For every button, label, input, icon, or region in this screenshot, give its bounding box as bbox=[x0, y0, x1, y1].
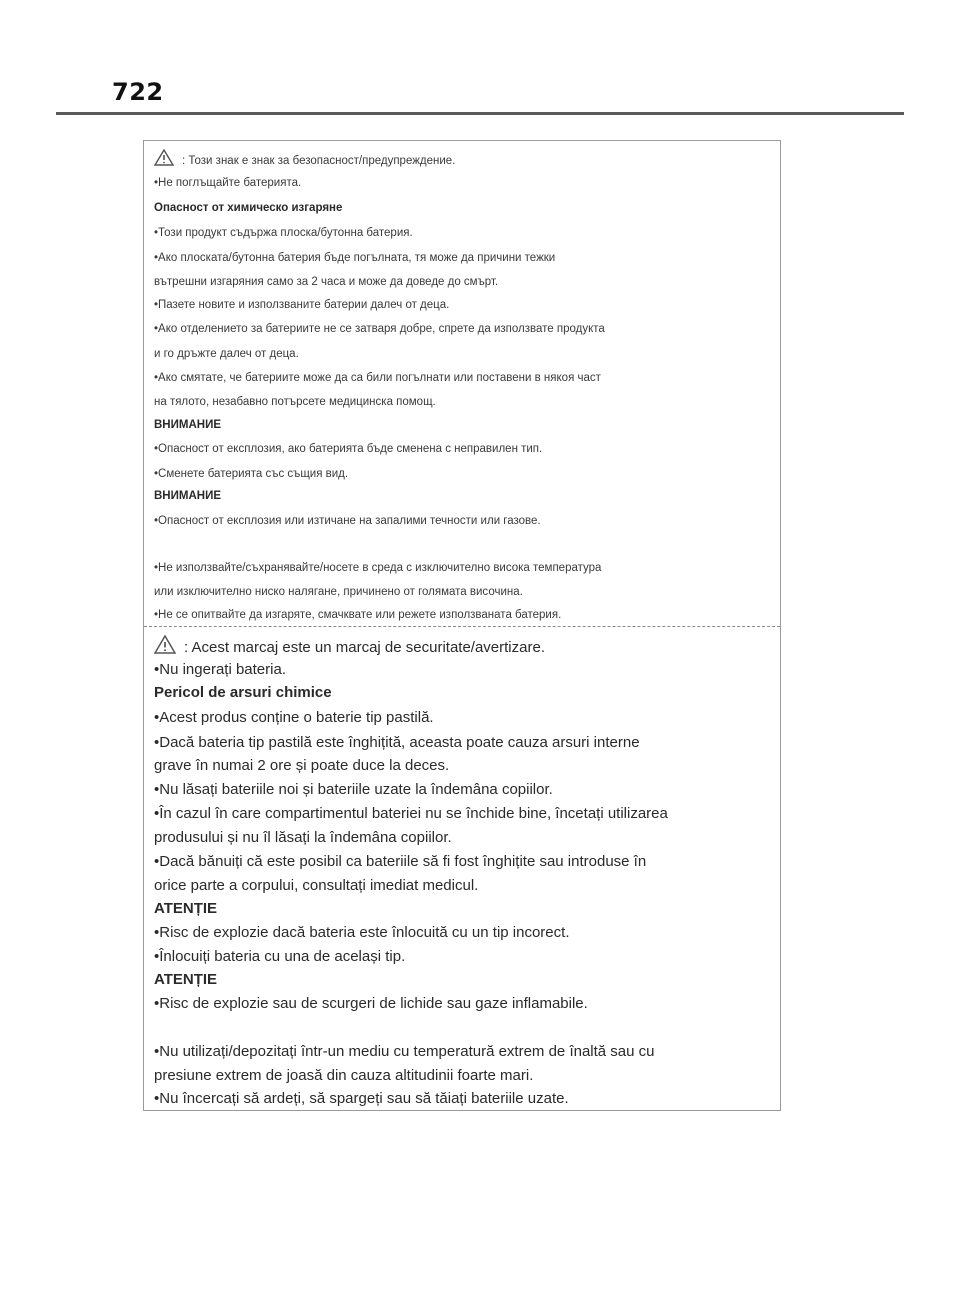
bg-line: •Не използвайте/съхранявайте/носете в среда с изключително висока температура bbox=[154, 562, 602, 574]
ro-line: •Înlocuiți bateria cu una de același tip. bbox=[154, 948, 406, 965]
ro-line: •Nu lăsați bateriile noi și bateriile uzate la îndemâna copiilor. bbox=[154, 781, 553, 798]
page-number: 722 bbox=[112, 78, 164, 106]
bg-line: •Ако смятате, че батериите може да са били погълнати или поставени в някоя част bbox=[154, 372, 601, 384]
bg-warning-intro-text: : Този знак е знак за безопасност/предупреждение. bbox=[182, 155, 456, 167]
ro-heading: Pericol de arsuri chimice bbox=[154, 684, 332, 701]
ro-heading: ATENȚIE bbox=[154, 900, 218, 917]
ro-line: •Nu încercați să ardeți, să spargeți sau să tăiați bateriile uzate. bbox=[154, 1090, 569, 1107]
bulgarian-section bbox=[144, 141, 780, 626]
bg-line: •Ако плоската/бутонна батерия бъде погълната, тя може да причини тежки bbox=[154, 252, 556, 264]
ro-line: •Acest produs conține o baterie tip pastilă. bbox=[154, 709, 434, 726]
bg-line: •Този продукт съдържа плоска/бутонна батерия. bbox=[154, 227, 413, 239]
ro-warning-intro-text: : Acest marcaj este un marcaj de securitate/avertizare. bbox=[184, 639, 545, 656]
ro-line: produsului și nu îl lăsați la îndemâna copiilor. bbox=[154, 829, 452, 846]
bg-line: и го дръжте далеч от деца. bbox=[154, 348, 299, 360]
ro-line: •Dacă bănuiți că este posibil ca bateriile să fi fost înghițite sau introduse în bbox=[154, 853, 647, 870]
ro-line: •Nu ingerați bateria. bbox=[154, 661, 286, 678]
header-rule bbox=[56, 112, 904, 115]
bg-line: •Пазете новите и използваните батерии далеч от деца. bbox=[154, 299, 450, 311]
ro-warning-intro bbox=[154, 635, 545, 656]
bg-line: •Не поглъщайте батерията. bbox=[154, 177, 302, 189]
romanian-section bbox=[144, 627, 780, 1111]
ro-line: •Dacă bateria tip pastilă este înghițită, aceasta poate cauza arsuri interne bbox=[154, 734, 640, 751]
bg-line: или изключително ниско налягане, причинено от голямата височина. bbox=[154, 586, 523, 598]
ro-line: presiune extrem de joasă din cauza altitudinii foarte mari. bbox=[154, 1067, 534, 1084]
warning-triangle-icon bbox=[154, 635, 176, 654]
bg-line: •Ако отделението за батериите не се затваря добре, спрете да използвате продукта bbox=[154, 323, 605, 335]
bg-heading: Опасност от химическо изгаряне bbox=[154, 202, 343, 214]
battery-warning-box bbox=[143, 140, 781, 1111]
ro-line: •În cazul în care compartimentul bateriei nu se închide bine, încetați utilizarea bbox=[154, 805, 668, 822]
warning-triangle-icon bbox=[154, 149, 174, 166]
ro-line: •Risc de explozie dacă bateria este înlocuită cu un tip incorect. bbox=[154, 924, 570, 941]
ro-heading: ATENȚIE bbox=[154, 971, 218, 988]
ro-line: •Nu utilizați/depozitați într-un mediu cu temperatură extrem de înaltă sau cu bbox=[154, 1043, 655, 1060]
bg-line: •Опасност от експлозия или изтичане на запалими течности или газове. bbox=[154, 515, 541, 527]
bg-line: вътрешни изгаряния само за 2 часа и може да доведе до смърт. bbox=[154, 276, 499, 288]
bg-heading: ВНИМАНИЕ bbox=[154, 419, 222, 431]
bg-line: •Сменете батерията със същия вид. bbox=[154, 468, 349, 480]
bg-line: •Опасност от експлозия, ако батерията бъде сменена с неправилен тип. bbox=[154, 443, 543, 455]
ro-line: •Risc de explozie sau de scurgeri de lichide sau gaze inflamabile. bbox=[154, 995, 588, 1012]
ro-line: orice parte a corpului, consultați imediat medicul. bbox=[154, 877, 479, 894]
bg-line: на тялото, незабавно потърсете медицинска помощ. bbox=[154, 396, 436, 408]
ro-line: grave în numai 2 ore și poate duce la deces. bbox=[154, 757, 450, 774]
bg-warning-intro bbox=[154, 149, 455, 167]
bg-heading: ВНИМАНИЕ bbox=[154, 490, 222, 502]
bg-line: •Не се опитвайте да изгаряте, смачквате или режете използваната батерия. bbox=[154, 609, 562, 621]
